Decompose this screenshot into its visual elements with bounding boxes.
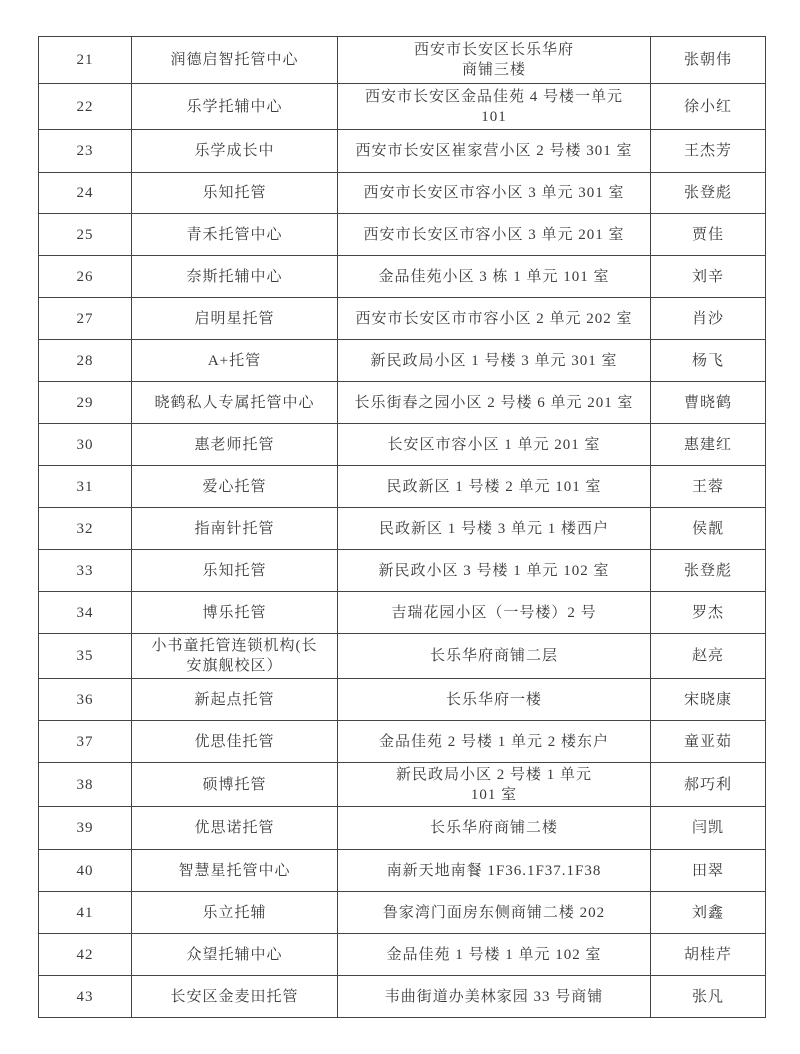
address-cell: [338, 466, 651, 508]
table-row: [39, 298, 766, 340]
table-row: [39, 340, 766, 382]
address-cell-line: 101: [481, 108, 507, 125]
table-row: [39, 508, 766, 550]
address-cell-line: 鲁家湾门面房东侧商铺二楼 202: [382, 904, 606, 921]
address-cell-line: 长乐华府商铺二层: [429, 648, 558, 664]
row-number-cell: 25: [39, 214, 132, 256]
institution-name-cell: [132, 934, 338, 976]
institution-name-cell-line: 博乐托管: [202, 604, 267, 621]
row-number-cell: 40: [39, 850, 132, 892]
institution-name-cell-line: 指南针托管: [194, 520, 275, 537]
institution-name-cell: [132, 298, 338, 340]
address-cell-line: 长乐华府一楼: [445, 691, 542, 708]
institution-name-cell-line: 众望托辅中心: [186, 946, 283, 963]
contact-person-cell: 刘辛: [651, 256, 766, 298]
address-cell: [338, 892, 651, 934]
address-cell-line: 西安市长安区市容小区 3 单元 201 室: [363, 226, 625, 243]
table-row: [39, 721, 766, 763]
childcare-institutions-table: [38, 36, 766, 1018]
institution-name-cell-line: 智慧星托管中心: [178, 862, 291, 879]
institution-name-cell: [132, 721, 338, 763]
contact-person-cell: 张登彪: [651, 173, 766, 214]
institution-name-cell-line: 硕博托管: [202, 776, 267, 793]
address-cell-line: 金品佳苑小区 3 栋 1 单元 101 室: [378, 268, 610, 285]
table-row: [39, 679, 766, 721]
institution-name-cell: [132, 84, 338, 130]
row-number-cell: 41: [39, 892, 132, 934]
address-cell-line: 金品佳苑 2 号楼 1 单元 2 楼东户: [378, 733, 609, 750]
institution-name-cell-line: 乐立托辅: [202, 904, 267, 921]
contact-person-cell: 罗杰: [651, 592, 766, 634]
address-cell: [338, 976, 651, 1018]
address-cell: [338, 256, 651, 298]
institution-name-cell: [132, 634, 338, 679]
table-row: [39, 130, 766, 173]
contact-person-cell: 王蓉: [651, 466, 766, 508]
address-cell-line: 民政新区 1 号楼 2 单元 101 室: [386, 478, 602, 495]
address-cell: [338, 679, 651, 721]
contact-person-cell: 张朝伟: [651, 37, 766, 84]
institution-name-cell: [132, 37, 338, 84]
contact-person-cell: 徐小红: [651, 84, 766, 130]
address-cell-line: 吉瑞花园小区（一号楼）2 号: [391, 604, 597, 621]
table-row: [39, 763, 766, 807]
address-cell: [338, 130, 651, 173]
institution-name-cell-line: 长安区金麦田托管: [170, 988, 299, 1005]
row-number-cell: 30: [39, 424, 132, 466]
address-cell: [338, 424, 651, 466]
contact-person-cell: 侯靓: [651, 508, 766, 550]
address-cell: [338, 84, 651, 130]
institution-name-cell-line: 乐学托辅中心: [186, 98, 283, 115]
institution-name-cell-line: 优思诺托管: [194, 820, 275, 836]
address-cell-line: 西安市长安区市容小区 3 单元 301 室: [363, 185, 625, 201]
address-cell-line: 南新天地南餐 1F36.1F37.1F38: [386, 862, 602, 879]
address-cell-line: 西安市长安区崔家营小区 2 号楼 301 室: [355, 143, 633, 159]
institution-name-cell: [132, 214, 338, 256]
row-number-cell: 28: [39, 340, 132, 382]
contact-person-cell: 张登彪: [651, 550, 766, 592]
contact-person-cell: 肖沙: [651, 298, 766, 340]
row-number-cell: 34: [39, 592, 132, 634]
table-row: [39, 466, 766, 508]
institution-name-cell: [132, 173, 338, 214]
contact-person-cell: 闫凯: [651, 807, 766, 850]
address-cell: [338, 298, 651, 340]
contact-person-cell: 田翠: [651, 850, 766, 892]
table-row: [39, 256, 766, 298]
address-cell-line: 新民政局小区 1 号楼 3 单元 301 室: [370, 352, 618, 369]
address-cell-line: 西安市长安区长乐华府: [413, 42, 574, 58]
institution-name-cell-line: 惠老师托管: [194, 436, 275, 453]
institution-name-cell-line: 安旗舰校区）: [186, 658, 283, 674]
institution-name-cell: [132, 679, 338, 721]
table-row: [39, 976, 766, 1018]
address-cell-line: 新民政局小区 2 号楼 1 单元: [395, 766, 592, 783]
institution-name-cell: [132, 850, 338, 892]
row-number-cell: 39: [39, 807, 132, 850]
address-cell-line: 101 室: [470, 786, 518, 803]
row-number-cell: 27: [39, 298, 132, 340]
institution-name-cell: [132, 382, 338, 424]
table-row: [39, 892, 766, 934]
address-cell: [338, 37, 651, 84]
institution-name-cell: [132, 340, 338, 382]
institution-name-cell: [132, 892, 338, 934]
table-row: [39, 214, 766, 256]
institution-name-cell: [132, 592, 338, 634]
table-row: [39, 807, 766, 850]
address-cell: [338, 807, 651, 850]
row-number-cell: 37: [39, 721, 132, 763]
address-cell-line: 韦曲街道办美林家园 33 号商铺: [384, 988, 604, 1005]
address-cell-line: 西安市长安区市市容小区 2 单元 202 室: [355, 310, 633, 327]
row-number-cell: 22: [39, 84, 132, 130]
address-cell-line: 长安区市容小区 1 单元 201 室: [387, 436, 601, 453]
institution-name-cell: [132, 763, 338, 807]
row-number-cell: 33: [39, 550, 132, 592]
institution-name-cell-line: 新起点托管: [194, 691, 275, 708]
institution-name-cell: [132, 976, 338, 1018]
address-cell-line: 商铺三楼: [461, 62, 526, 78]
row-number-cell: 26: [39, 256, 132, 298]
contact-person-cell: 胡桂芹: [651, 934, 766, 976]
table-row: [39, 84, 766, 130]
address-cell: [338, 634, 651, 679]
row-number-cell: 29: [39, 382, 132, 424]
row-number-cell: 42: [39, 934, 132, 976]
contact-person-cell: 贾佳: [651, 214, 766, 256]
institution-name-cell: [132, 550, 338, 592]
table-row: [39, 634, 766, 679]
table-row: [39, 550, 766, 592]
row-number-cell: 31: [39, 466, 132, 508]
address-cell-line: 长乐华府商铺二楼: [429, 820, 558, 836]
row-number-cell: 21: [39, 37, 132, 84]
address-cell: [338, 850, 651, 892]
institution-name-cell-line: 小书童托管连锁机构(长: [151, 638, 318, 654]
address-cell: [338, 934, 651, 976]
contact-person-cell: 宋晓康: [651, 679, 766, 721]
row-number-cell: 23: [39, 130, 132, 173]
institution-name-cell: [132, 466, 338, 508]
table-row: [39, 382, 766, 424]
contact-person-cell: 王杰芳: [651, 130, 766, 173]
institution-name-cell-line: A+托管: [207, 352, 262, 369]
table-row: [39, 424, 766, 466]
table-row: [39, 934, 766, 976]
contact-person-cell: 刘鑫: [651, 892, 766, 934]
row-number-cell: 36: [39, 679, 132, 721]
contact-person-cell: 惠建红: [651, 424, 766, 466]
institution-name-cell-line: 爱心托管: [202, 478, 267, 495]
row-number-cell: 38: [39, 763, 132, 807]
address-cell: [338, 340, 651, 382]
address-cell-line: 金品佳苑 1 号楼 1 单元 102 室: [386, 946, 602, 963]
address-cell: [338, 721, 651, 763]
institution-name-cell-line: 乐学成长中: [194, 143, 275, 159]
address-cell-line: 民政新区 1 号楼 3 单元 1 楼西户: [378, 520, 609, 537]
row-number-cell: 32: [39, 508, 132, 550]
table-row: [39, 173, 766, 214]
institution-name-cell: [132, 256, 338, 298]
institution-name-cell: [132, 130, 338, 173]
address-cell: [338, 382, 651, 424]
address-cell: [338, 214, 651, 256]
institution-name-cell-line: 乐知托管: [202, 562, 267, 579]
institution-name-cell-line: 润德启智托管中心: [170, 52, 299, 68]
table-row: [39, 592, 766, 634]
table-body: [39, 37, 766, 1018]
institution-name-cell: [132, 508, 338, 550]
contact-person-cell: 杨飞: [651, 340, 766, 382]
institution-name-cell-line: 乐知托管: [202, 185, 267, 201]
address-cell-line: 新民政小区 3 号楼 1 单元 102 室: [378, 562, 610, 579]
institution-name-cell: [132, 424, 338, 466]
contact-person-cell: 郝巧利: [651, 763, 766, 807]
table-row: [39, 37, 766, 84]
row-number-cell: 35: [39, 634, 132, 679]
contact-person-cell: 童亚茹: [651, 721, 766, 763]
institution-name-cell-line: 奈斯托辅中心: [186, 268, 283, 285]
address-cell: [338, 763, 651, 807]
institution-name-cell-line: 启明星托管: [194, 310, 275, 327]
institution-name-cell-line: 青禾托管中心: [186, 226, 283, 243]
contact-person-cell: 曹晓鹤: [651, 382, 766, 424]
address-cell: [338, 550, 651, 592]
row-number-cell: 24: [39, 173, 132, 214]
row-number-cell: 43: [39, 976, 132, 1018]
address-cell: [338, 508, 651, 550]
table-row: [39, 850, 766, 892]
institution-name-cell-line: 优思佳托管: [194, 733, 275, 750]
address-cell: [338, 592, 651, 634]
address-cell-line: 西安市长安区金品佳苑 4 号楼一单元: [364, 88, 623, 105]
institution-name-cell: [132, 807, 338, 850]
address-cell-line: 长乐街春之园小区 2 号楼 6 单元 201 室: [354, 394, 634, 411]
contact-person-cell: 张凡: [651, 976, 766, 1018]
institution-name-cell-line: 晓鹤私人专属托管中心: [154, 394, 315, 411]
contact-person-cell: 赵亮: [651, 634, 766, 679]
address-cell: [338, 173, 651, 214]
